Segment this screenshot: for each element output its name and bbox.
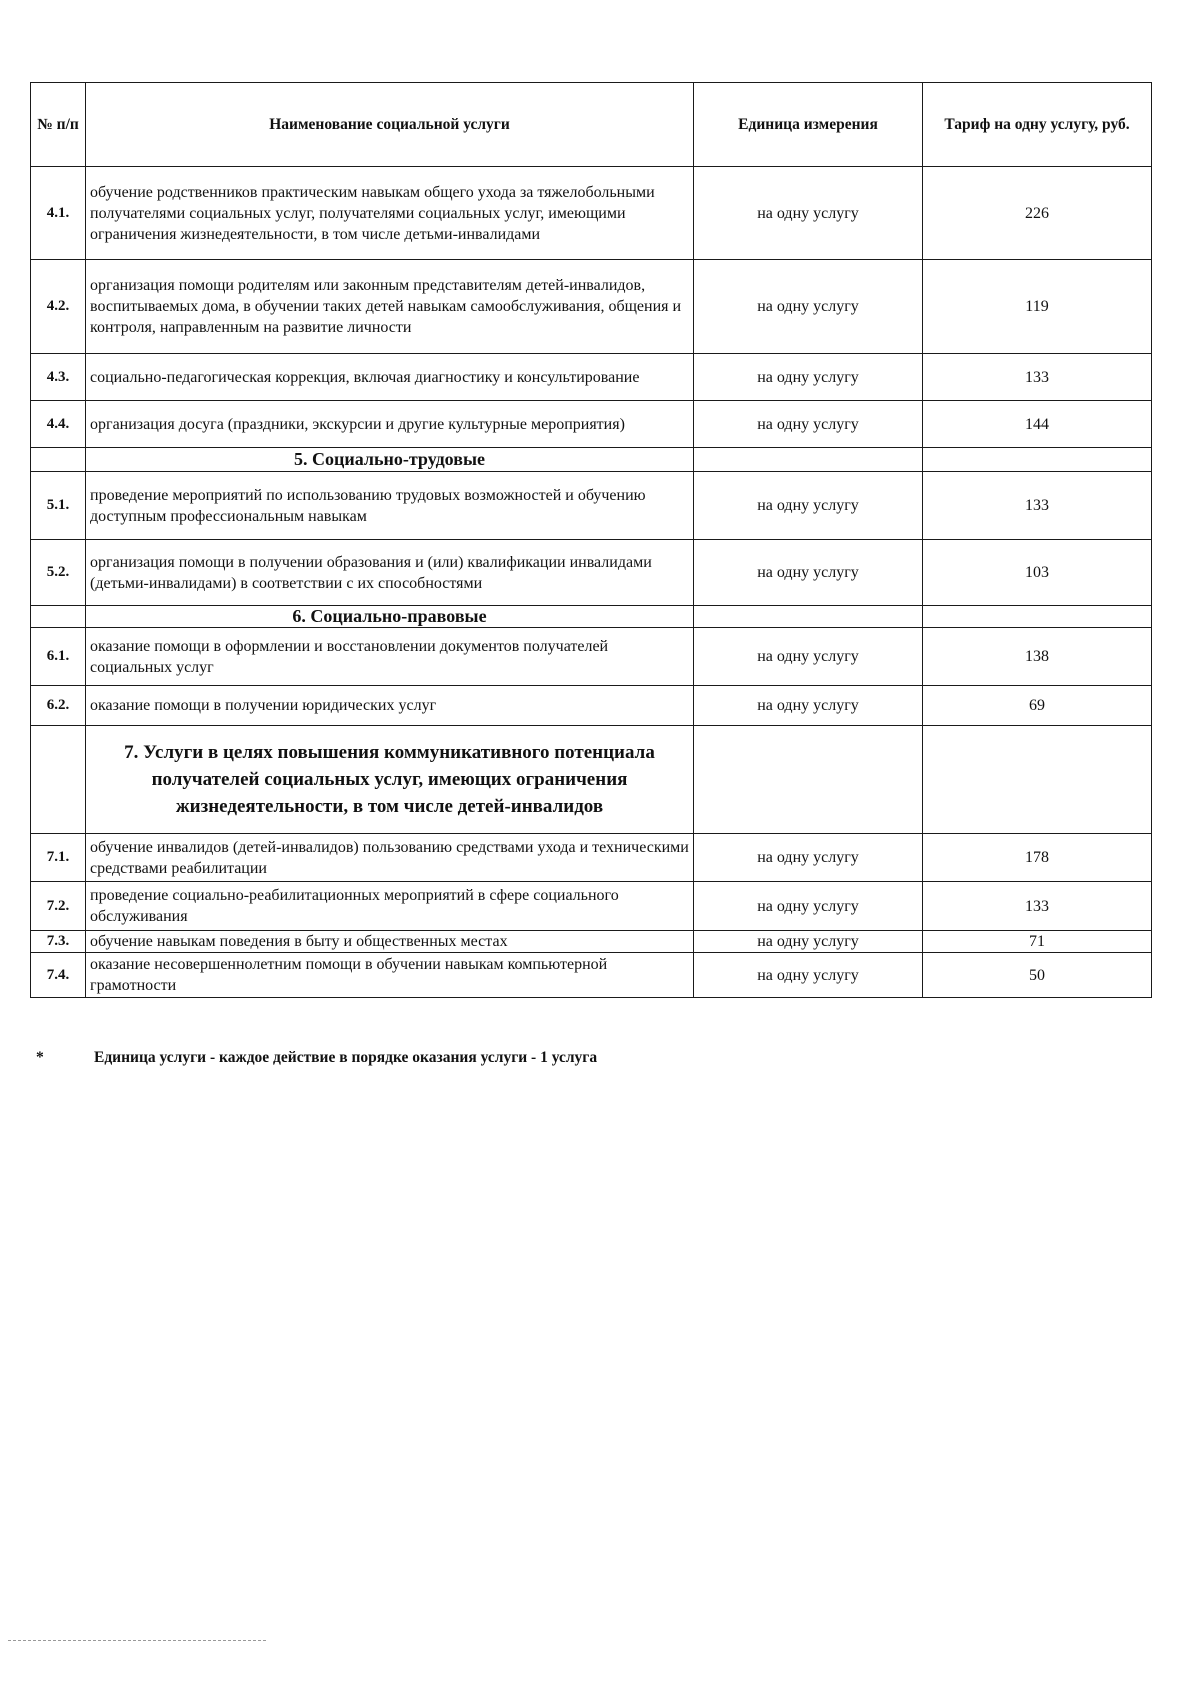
section-title: 5. Социально-трудовые <box>86 448 694 472</box>
service-name: обучение навыкам поведения в быту и общественных местах <box>86 931 694 953</box>
service-name: обучение родственников практическим навыкам общего ухода за тяжелобольными получателями социальных услуг, получателями социальных услуг, имеющими ограничения жизнедеятельности, в том числе детьми-инвалидами <box>86 167 694 260</box>
tariff-cell: 103 <box>923 540 1152 606</box>
row-number: 6.1. <box>31 628 86 686</box>
service-name: организация помощи в получении образования и (или) квалификации инвалидами (детьми-инвалидами) в соответствии с их способностями <box>86 540 694 606</box>
table-row <box>31 472 1152 540</box>
service-name: оказание несовершеннолетним помощи в обучении навыкам компьютерной грамотности <box>86 953 694 998</box>
section-row <box>31 448 1152 472</box>
empty-cell <box>923 726 1152 834</box>
tariff-cell: 119 <box>923 260 1152 354</box>
tariff-cell: 133 <box>923 354 1152 401</box>
section-row <box>31 726 1152 834</box>
empty-cell <box>694 726 923 834</box>
unit-cell: на одну услугу <box>694 953 923 998</box>
table-row <box>31 686 1152 726</box>
unit-cell: на одну услугу <box>694 401 923 448</box>
empty-cell <box>31 726 86 834</box>
unit-cell: на одну услугу <box>694 834 923 882</box>
row-number: 7.1. <box>31 834 86 882</box>
section-title: 6. Социально-правовые <box>86 606 694 628</box>
unit-cell: на одну услугу <box>694 882 923 931</box>
empty-cell <box>31 606 86 628</box>
row-number: 6.2. <box>31 686 86 726</box>
tariff-cell: 144 <box>923 401 1152 448</box>
table-row <box>31 834 1152 882</box>
tariff-table <box>30 82 1152 998</box>
unit-cell: на одну услугу <box>694 686 923 726</box>
row-number: 7.4. <box>31 953 86 998</box>
unit-cell: на одну услугу <box>694 167 923 260</box>
footnote <box>36 1049 1136 1067</box>
table-row <box>31 953 1152 998</box>
empty-cell <box>694 606 923 628</box>
unit-cell: на одну услугу <box>694 354 923 401</box>
row-number: 7.2. <box>31 882 86 931</box>
section-title: 7. Услуги в целях повышения коммуникативного потенциала получателей социальных услуг, имеющих ограничения жизнедеятельности, в том числе детей-инвалидов <box>86 726 694 834</box>
unit-cell: на одну услугу <box>694 931 923 953</box>
row-number: 4.4. <box>31 401 86 448</box>
row-number: 4.3. <box>31 354 86 401</box>
empty-cell <box>923 448 1152 472</box>
table-row <box>31 882 1152 931</box>
service-name: проведение социально-реабилитационных мероприятий в сфере социального обслуживания <box>86 882 694 931</box>
footnote-text: Единица услуги - каждое действие в порядке оказания услуги - 1 услуга <box>94 1049 598 1066</box>
table-row <box>31 931 1152 953</box>
row-number: 4.2. <box>31 260 86 354</box>
empty-cell <box>923 606 1152 628</box>
service-name: проведение мероприятий по использованию трудовых возможностей и обучению доступным профессиональным навыкам <box>86 472 694 540</box>
unit-cell: на одну услугу <box>694 260 923 354</box>
table-row <box>31 354 1152 401</box>
unit-cell: на одну услугу <box>694 472 923 540</box>
row-number: 4.1. <box>31 167 86 260</box>
row-number: 5.1. <box>31 472 86 540</box>
tariff-cell: 50 <box>923 953 1152 998</box>
empty-cell <box>694 448 923 472</box>
footer-divider <box>8 1640 266 1641</box>
row-number: 7.3. <box>31 931 86 953</box>
footnote-marker: * <box>36 1049 44 1066</box>
tariff-cell: 69 <box>923 686 1152 726</box>
table-row <box>31 260 1152 354</box>
table-row <box>31 540 1152 606</box>
service-name: организация досуга (праздники, экскурсии и другие культурные мероприятия) <box>86 401 694 448</box>
service-name: социально-педагогическая коррекция, включая диагностику и консультирование <box>86 354 694 401</box>
empty-cell <box>31 448 86 472</box>
table-header-row <box>31 83 1152 167</box>
tariff-cell: 226 <box>923 167 1152 260</box>
service-name: организация помощи родителям или законным представителям детей-инвалидов, воспитываемых дома, в обучении таких детей навыкам самообслуживания, общения и контроля, направленным на развитие личности <box>86 260 694 354</box>
table-row <box>31 628 1152 686</box>
section-row <box>31 606 1152 628</box>
tariff-cell: 133 <box>923 882 1152 931</box>
tariff-cell: 71 <box>923 931 1152 953</box>
tariff-cell: 138 <box>923 628 1152 686</box>
table-row <box>31 167 1152 260</box>
tariff-cell: 133 <box>923 472 1152 540</box>
service-name: оказание помощи в оформлении и восстановлении документов получателей социальных услуг <box>86 628 694 686</box>
header-service-name: Наименование социальной услуги <box>86 83 694 167</box>
service-name: обучение инвалидов (детей-инвалидов) пользованию средствами ухода и техническими средствами реабилитации <box>86 834 694 882</box>
tariff-cell: 178 <box>923 834 1152 882</box>
header-tariff: Тариф на одну услугу, руб. <box>923 83 1152 167</box>
row-number: 5.2. <box>31 540 86 606</box>
header-unit: Единица измерения <box>694 83 923 167</box>
service-name: оказание помощи в получении юридических услуг <box>86 686 694 726</box>
unit-cell: на одну услугу <box>694 628 923 686</box>
header-number: № п/п <box>31 83 86 167</box>
table-row <box>31 401 1152 448</box>
unit-cell: на одну услугу <box>694 540 923 606</box>
